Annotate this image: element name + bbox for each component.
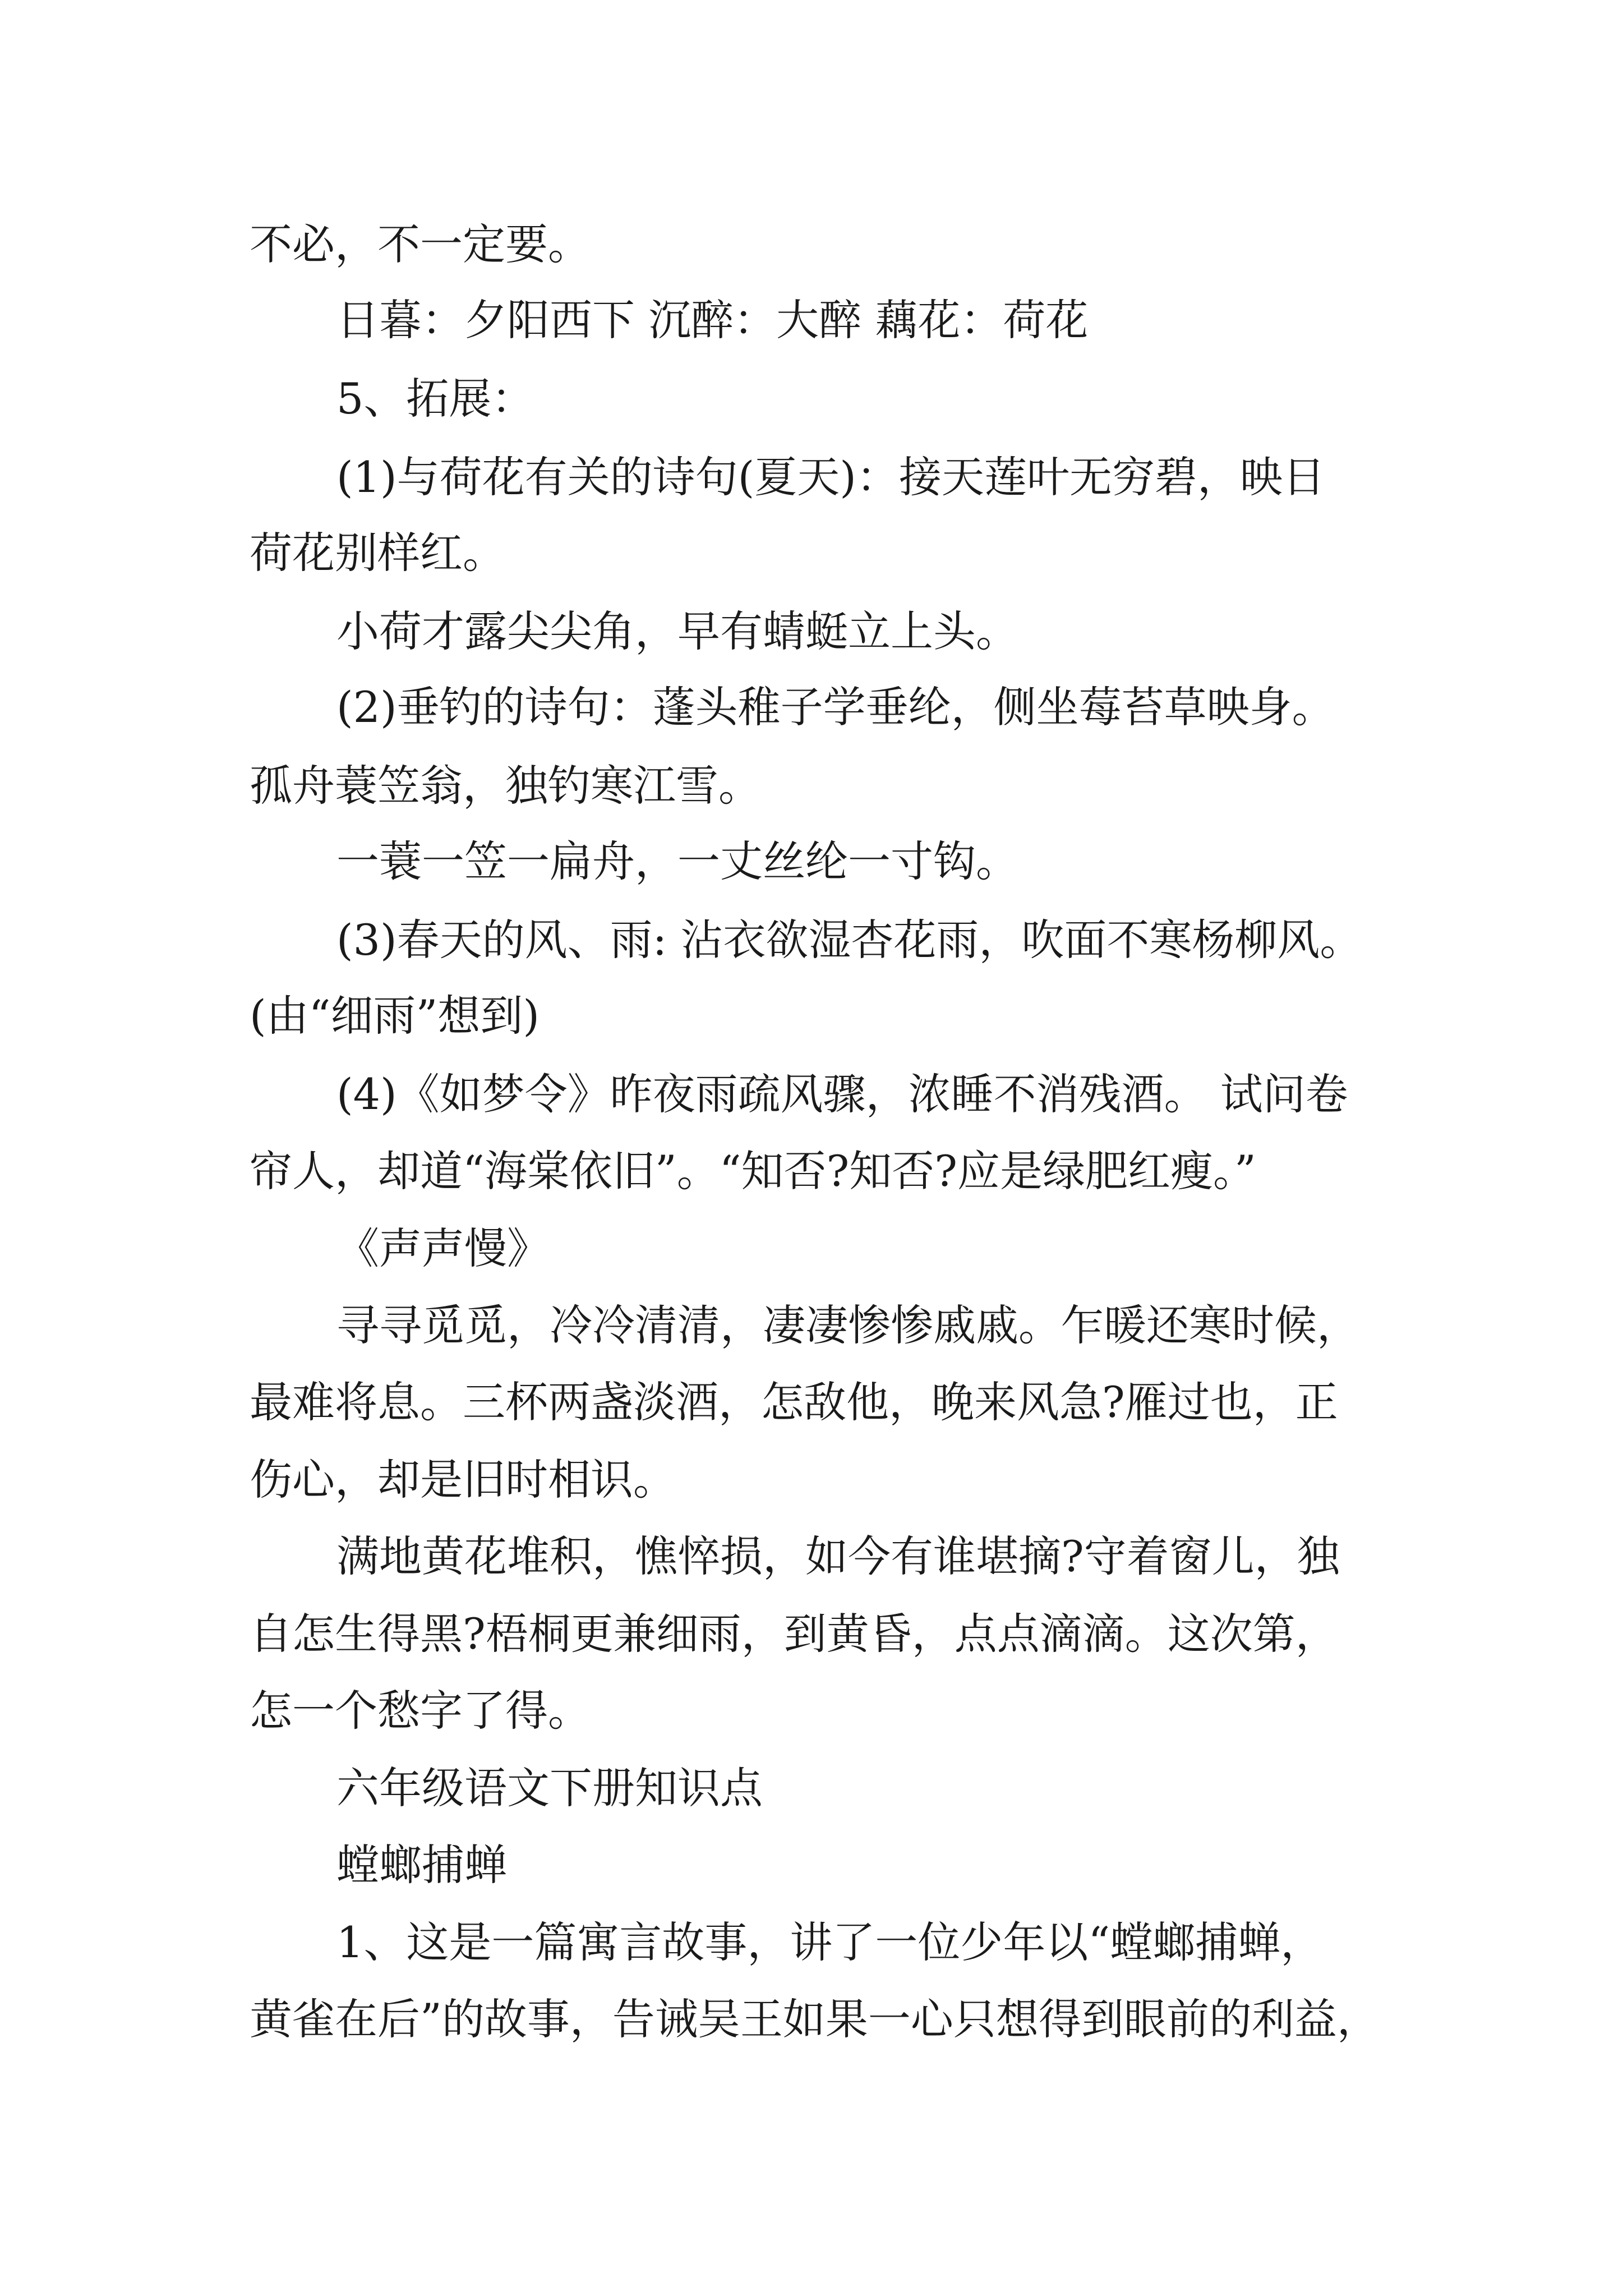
text-line: 《声声慢》 xyxy=(336,1223,550,1273)
text-line: 孤舟蓑笠翁，独钓寒江雪。 xyxy=(250,761,761,811)
text-line: 螳螂捕蝉 xyxy=(336,1840,507,1890)
text-line: 满地黄花堆积，憔悴损，如今有谁堪摘?守着窗儿，独 xyxy=(336,1531,1340,1581)
text-line: 荷花别样红。 xyxy=(250,528,505,578)
text-line: 最难将息。三杯两盏淡酒，怎敌他，晚来风急?雁过也，正 xyxy=(250,1377,1338,1427)
text-line: 5、拓展： xyxy=(336,374,534,424)
text-line: 1、这是一篇寓言故事，讲了一位少年以“螳螂捕蝉， xyxy=(336,1917,1324,1967)
text-line: 小荷才露尖尖角，早有蜻蜓立上头。 xyxy=(336,606,1018,656)
text-line: 伤心，却是旧时相识。 xyxy=(250,1455,676,1504)
text-line: 不必，不一定要。 xyxy=(250,219,591,269)
text-line: 六年级语文下册知识点 xyxy=(336,1763,763,1813)
text-line: 寻寻觅觅，冷冷清清，凄凄惨惨戚戚。乍暖还寒时候， xyxy=(336,1300,1359,1350)
text-line: 日暮：夕阳西下 沉醉：大醉 藕花：荷花 xyxy=(336,295,1089,345)
text-line: (由“细雨”想到) xyxy=(250,991,540,1041)
text-line: (2)垂钓的诗句：蓬头稚子学垂纶，侧坐莓苔草映身。 xyxy=(336,682,1335,732)
text-line: (3)春天的风、雨: 沾衣欲湿杏花雨，吹面不寒杨柳风。 xyxy=(336,915,1363,965)
text-line: (4)《如梦令》昨夜雨疏风骤，浓睡不消残酒。 试问卷 xyxy=(336,1069,1348,1119)
text-line: 帘人，却道“海棠依旧”。“知否?知否?应是绿肥红瘦。” xyxy=(250,1146,1256,1196)
text-line: 怎一个愁字了得。 xyxy=(250,1686,591,1736)
text-line: 自怎生得黑?梧桐更兼细雨，到黄昏，点点滴滴。这次第， xyxy=(250,1609,1338,1659)
text-line: 黄雀在后”的故事，告诫吴王如果一心只想得到眼前的利益， xyxy=(250,1994,1380,2044)
text-line: 一蓑一笠一扁舟，一丈丝纶一寸钩。 xyxy=(336,836,1018,886)
text-line: (1)与荷花有关的诗句(夏天)：接天莲叶无穷碧，映日 xyxy=(336,452,1325,502)
